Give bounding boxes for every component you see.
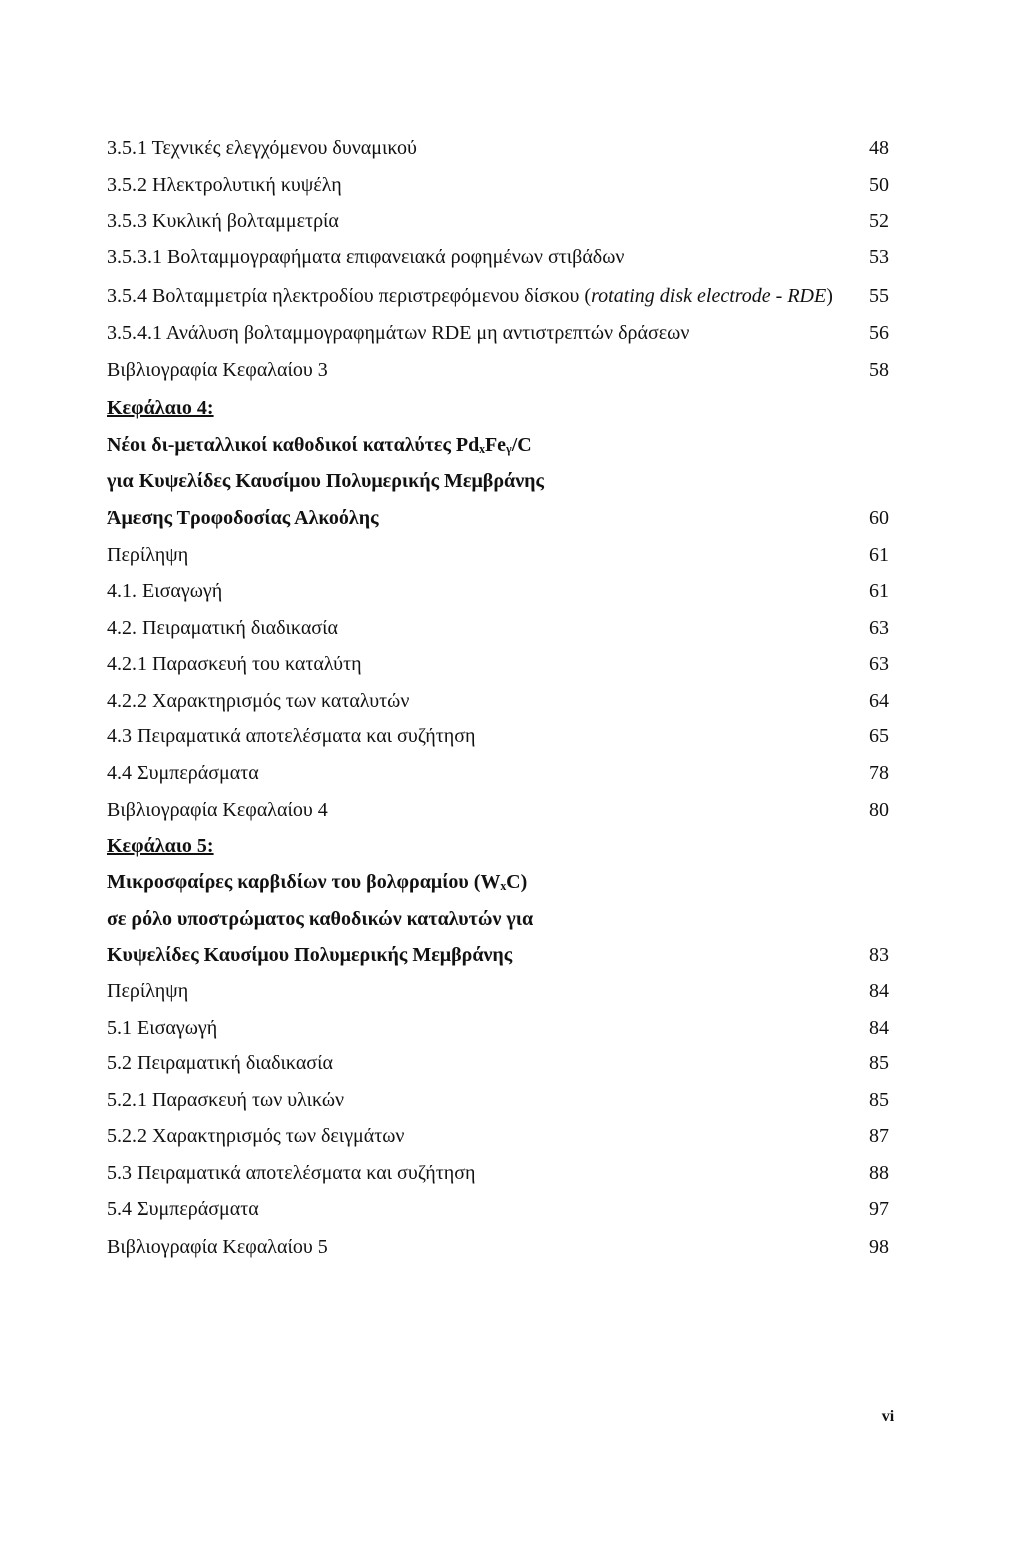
toc-entry-bibliography-3	[107, 355, 889, 385]
toc-page-number: 87	[869, 1125, 889, 1147]
toc-page-number: 88	[869, 1162, 889, 1184]
toc-page-number: 98	[869, 1236, 889, 1258]
toc-page-number: 60	[869, 507, 889, 529]
toc-label: 5.2.1 Παρασκευή των υλικών	[107, 1089, 345, 1111]
toc-page-number: 78	[869, 762, 889, 784]
toc-page-number: 84	[869, 980, 889, 1002]
toc-entry-4-2-2	[107, 686, 889, 716]
toc-label: 4.2. Πειραματική διαδικασία	[107, 617, 338, 639]
toc-entry-5-2	[107, 1048, 889, 1078]
toc-entry-5-2-2	[107, 1121, 889, 1151]
toc-label: 5.4 Συμπεράσματα	[107, 1198, 259, 1220]
chapter-heading-label: Κεφάλαιο 4:	[107, 397, 214, 419]
toc-label: για Κυψελίδες Καυσίμου Πολυμερικής Μεμβράνης	[107, 470, 544, 492]
toc-label: Κυψελίδες Καυσίμου Πολυμερικής Μεμβράνης	[107, 944, 513, 966]
toc-entry-bibliography-5	[107, 1232, 889, 1262]
toc-label-italic: rotating disk electrode - RDE	[591, 285, 827, 307]
toc-label: 4.1. Εισαγωγή	[107, 580, 223, 602]
toc-page-number: 85	[869, 1052, 889, 1074]
toc-page-number: 48	[869, 137, 889, 159]
toc-label: 5.2.2 Χαρακτηρισμός των δειγμάτων	[107, 1125, 405, 1147]
toc-entry-5-4	[107, 1194, 889, 1224]
chapter-4-title-line-3	[107, 503, 889, 533]
toc-entry-4-2-1	[107, 649, 889, 679]
toc-label: 3.5.2 Ηλεκτρολυτική κυψέλη	[107, 174, 342, 196]
toc-entry-4-2	[107, 613, 889, 643]
chapter-4-heading	[107, 393, 889, 423]
toc-page-number: 52	[869, 210, 889, 232]
toc-label: Περίληψη	[107, 544, 189, 566]
toc-page-number: 64	[869, 690, 889, 712]
toc-label: Βιβλιογραφία Κεφαλαίου 3	[107, 359, 328, 381]
toc-page-number: 83	[869, 944, 889, 966]
toc-label: Μικροσφαίρες καρβιδίων του βολφραμίου (WₓC)	[107, 871, 528, 893]
toc-page-number: 97	[869, 1198, 889, 1220]
toc-page-number: 58	[869, 359, 889, 381]
chapter-4-title-line-2	[107, 466, 889, 496]
toc-page-number: 80	[869, 799, 889, 821]
toc-label: 4.4 Συμπεράσματα	[107, 762, 259, 784]
toc-entry-3-5-1	[107, 133, 889, 163]
toc-page-number: 56	[869, 322, 889, 344]
toc-entry-5-2-1	[107, 1085, 889, 1115]
toc-page-number: 55	[869, 285, 889, 307]
chapter-heading-label: Κεφάλαιο 5:	[107, 835, 214, 857]
toc-label: Βιβλιογραφία Κεφαλαίου 4	[107, 799, 328, 821]
toc-label: Περίληψη	[107, 980, 189, 1002]
chapter-5-heading	[107, 831, 889, 861]
toc-page-number: 50	[869, 174, 889, 196]
toc-label-start: 3.5.4 Βολταμμετρία ηλεκτροδίου περιστρεφόμενου δίσκου (	[107, 285, 592, 307]
toc-entry-5-1	[107, 1013, 889, 1043]
toc-page-number: 63	[869, 617, 889, 639]
toc-label: σε ρόλο υποστρώματος καθοδικών καταλυτών για	[107, 908, 534, 930]
chapter-5-title-line-1	[107, 867, 889, 897]
toc-entry-3-5-3	[107, 206, 889, 236]
toc-page-number: 53	[869, 246, 889, 268]
toc-page-number: 61	[869, 580, 889, 602]
toc-entry-5-3	[107, 1158, 889, 1188]
toc-entry-summary-5	[107, 976, 889, 1006]
toc-page-number: 65	[869, 725, 889, 747]
toc-entry-bibliography-4	[107, 795, 889, 825]
toc-label: 4.3 Πειραματικά αποτελέσματα και συζήτηση	[107, 725, 476, 747]
toc-label: 4.2.1 Παρασκευή του καταλύτη	[107, 653, 362, 675]
toc-label: 3.5.3.1 Βολταμμογραφήματα επιφανειακά ροφημένων στιβάδων	[107, 246, 625, 268]
toc-page-number: 63	[869, 653, 889, 675]
toc-entry-4-1	[107, 576, 889, 606]
toc-entry-4-3	[107, 721, 889, 751]
toc-label: 4.2.2 Χαρακτηρισμός των καταλυτών	[107, 690, 410, 712]
chapter-5-title-line-3	[107, 940, 889, 970]
toc-label: 5.1 Εισαγωγή	[107, 1017, 218, 1039]
toc-entry-3-5-4	[107, 281, 889, 311]
chapter-4-title-line-1	[107, 430, 889, 460]
toc-entry-4-4	[107, 758, 889, 788]
toc-label: 3.5.3 Κυκλική βολταμμετρία	[107, 210, 339, 232]
toc-label	[107, 281, 833, 311]
toc-entry-summary-4	[107, 540, 889, 570]
toc-label: 5.3 Πειραματικά αποτελέσματα και συζήτηση	[107, 1162, 476, 1184]
toc-label: 5.2 Πειραματική διαδικασία	[107, 1052, 333, 1074]
toc-entry-3-5-4-1	[107, 318, 889, 348]
toc-page-number: 85	[869, 1089, 889, 1111]
toc-label: Βιβλιογραφία Κεφαλαίου 5	[107, 1236, 328, 1258]
toc-label-end: )	[826, 285, 833, 307]
toc-label: Νέοι δι-μεταλλικοί καθοδικοί καταλύτες PdₓFeᵧ/C	[107, 434, 532, 456]
toc-label: Άμεσης Τροφοδοσίας Αλκοόλης	[107, 507, 379, 529]
toc-page-number: 84	[869, 1017, 889, 1039]
toc-label: 3.5.1 Τεχνικές ελεγχόμενου δυναμικού	[107, 137, 417, 159]
chapter-5-title-line-2	[107, 904, 889, 934]
page-footer-number: vi	[881, 1408, 895, 1425]
toc-label: 3.5.4.1 Ανάλυση βολταμμογραφημάτων RDE μη αντιστρεπτών δράσεων	[107, 322, 690, 344]
toc-entry-3-5-2	[107, 170, 889, 200]
toc-page-number: 61	[869, 544, 889, 566]
toc-entry-3-5-3-1	[107, 242, 889, 272]
